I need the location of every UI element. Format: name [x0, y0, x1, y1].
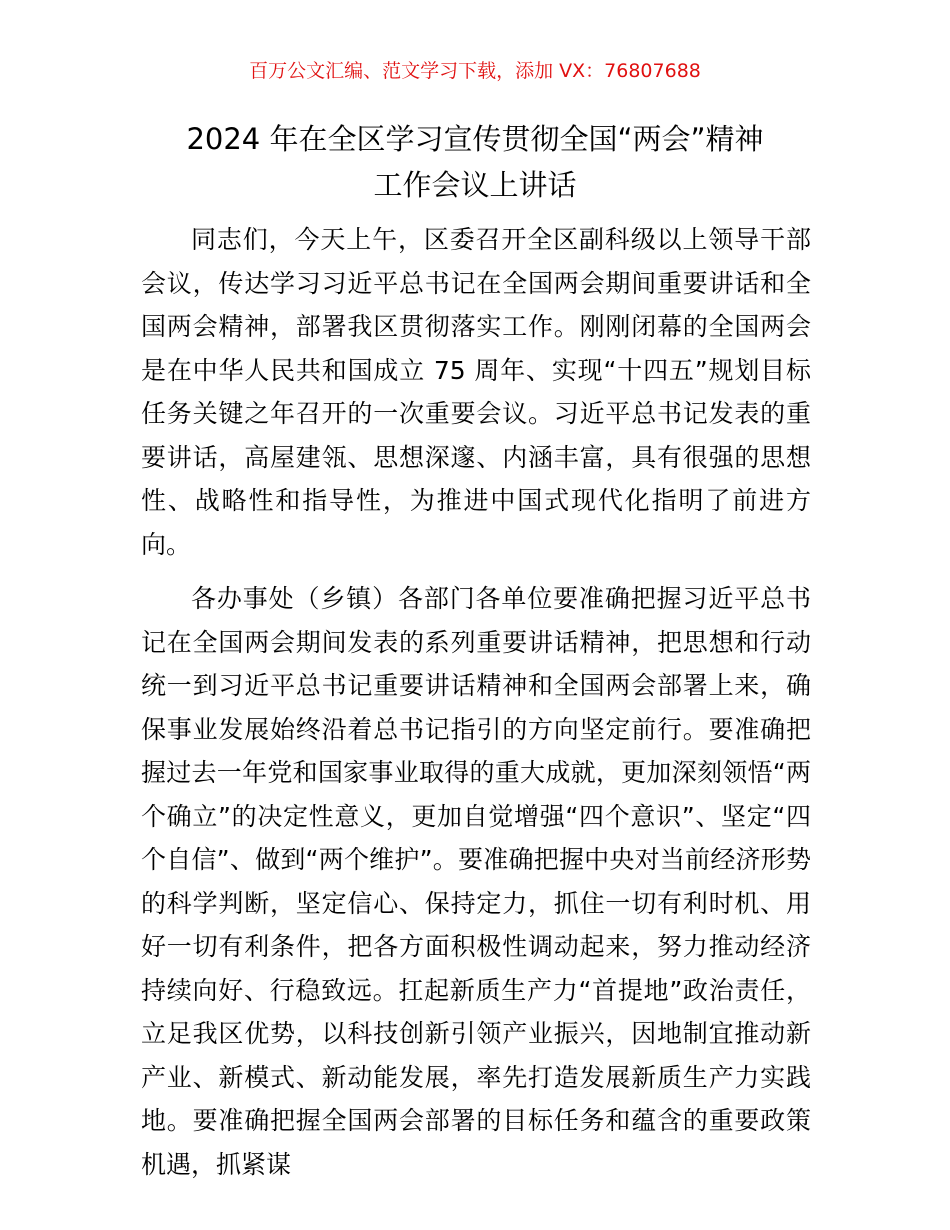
document-title — [100, 116, 850, 208]
body-paragraph-2: 各办事处（乡镇）各部门各单位要准确把握习近平总书记在全国两会期间发表的系列重要讲话精神，把思想和行动统一到习近平总书记重要讲话精神和全国两会部署上来，确保事业发展始终沿着总书记指引的方向坚定前行。要准确把握过去一年党和国家事业取得的重大成就，更加深刻领悟“两个确立”的决定性意义，更加自觉增强“四个意识”、坚定“四个自信”、做到“两个维护”。要准确把握中央对当前经济形势的科学判断，坚定信心、保持定力，抓住一切有利时机、用好一切有利条件，把各方面积极性调动起来，努力推动经济持续向好、行稳致远。扛起新质生产力“首提地”政治责任，立足我区优势，以科技创新引领产业振兴，因地制宜推动新产业、新模式、新动能发展，率先打造发展新质生产力实践地。要准确把握全国两会部署的目标任务和蕴含的重要政策机遇，抓紧谋 — [141, 584, 811, 1179]
document-body — [141, 218, 811, 1186]
header-watermark-note: 百万公文汇编、范文学习下载，添加 VX：76807688 — [249, 60, 701, 82]
document-title-line-2: 工作会议上讲话 — [373, 168, 577, 202]
document-title-line-1: 2024 年在全区学习宣传贯彻全国“两会”精神 — [186, 122, 764, 156]
body-paragraph-1: 同志们，今天上午，区委召开全区副科级以上领导干部会议，传达学习习近平总书记在全国两会期间重要讲话和全国两会精神，部署我区贯彻落实工作。刚刚闭幕的全国两会是在中华人民共和国成立 75 周年、实现“十四五”规划目标任务关键之年召开的一次重要会议。习近平总书记发表的重要讲话，高屋建瓴、思想深邃、内涵丰富，具有很强的思想性、战略性和指导性，为推进中国式现代化指明了前进方向。 — [141, 225, 811, 559]
